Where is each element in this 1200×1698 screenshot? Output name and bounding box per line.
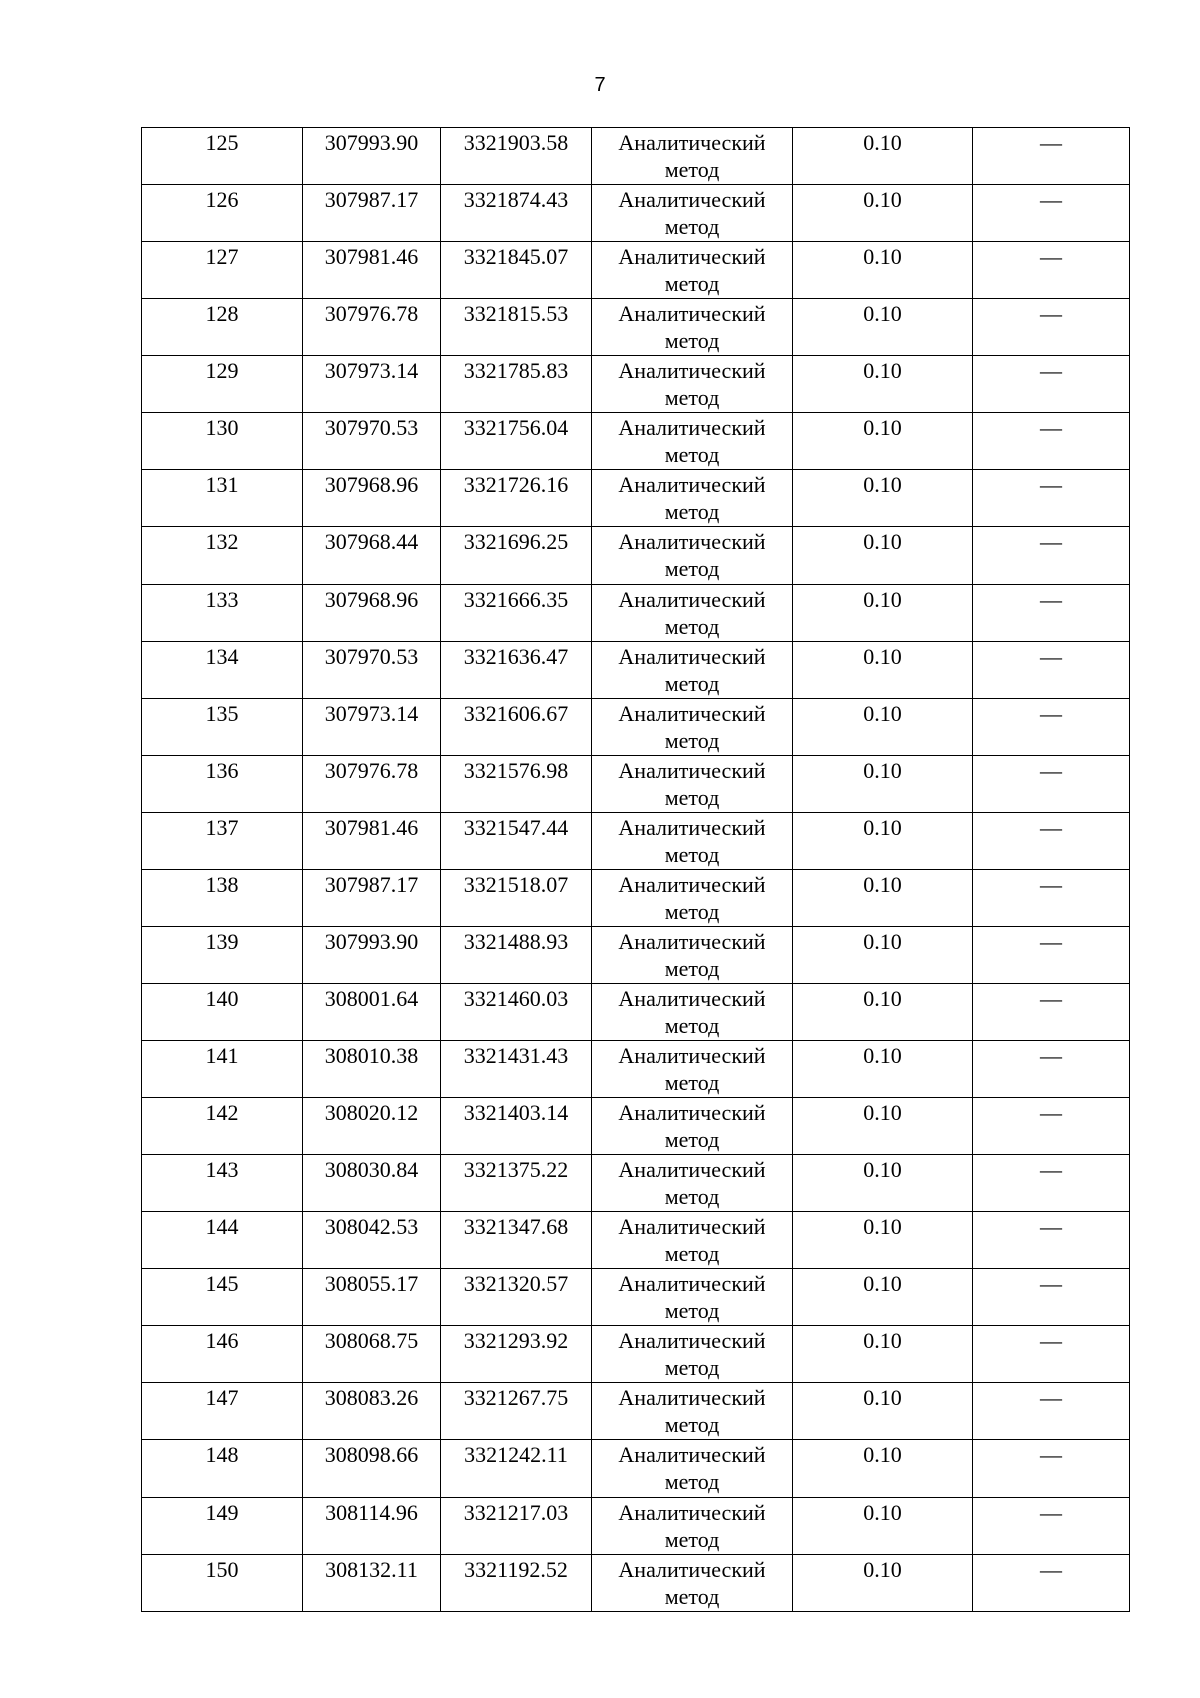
method-cell	[592, 926, 793, 983]
method-line-1: Аналитический	[618, 814, 766, 840]
accuracy-cell: 0.10	[793, 698, 973, 755]
method-line-1: Аналитический	[618, 187, 766, 213]
note-cell: —	[973, 242, 1130, 299]
y-coordinate-cell: 3321666.35	[441, 584, 592, 641]
table-row	[142, 413, 1130, 470]
method-cell	[592, 1440, 793, 1497]
x-coordinate-cell: 307993.90	[303, 926, 441, 983]
accuracy-cell: 0.10	[793, 983, 973, 1040]
method-cell	[592, 299, 793, 356]
x-coordinate-cell: 307987.17	[303, 869, 441, 926]
table-row	[142, 242, 1130, 299]
y-coordinate-cell: 3321636.47	[441, 641, 592, 698]
method-line-1: Аналитический	[618, 1385, 766, 1411]
table-row	[142, 641, 1130, 698]
table-row	[142, 185, 1130, 242]
method-line-1: Аналитический	[618, 1328, 766, 1354]
y-coordinate-cell: 3321267.75	[441, 1383, 592, 1440]
table-row	[142, 1383, 1130, 1440]
method-line-2: метод	[664, 1469, 720, 1495]
point-number-cell: 126	[142, 185, 303, 242]
y-coordinate-cell: 3321845.07	[441, 242, 592, 299]
note-cell: —	[973, 299, 1130, 356]
note-cell: —	[973, 1497, 1130, 1554]
method-line-1: Аналитический	[618, 1556, 766, 1582]
method-line-2: метод	[664, 328, 720, 354]
note-cell: —	[973, 698, 1130, 755]
method-line-2: метод	[664, 1583, 720, 1609]
point-number-cell: 132	[142, 527, 303, 584]
y-coordinate-cell: 3321431.43	[441, 1041, 592, 1098]
x-coordinate-cell: 307970.53	[303, 413, 441, 470]
method-line-1: Аналитический	[618, 529, 766, 555]
x-coordinate-cell: 307968.96	[303, 470, 441, 527]
table-row	[142, 1212, 1130, 1269]
y-coordinate-cell: 3321192.52	[441, 1554, 592, 1611]
method-line-1: Аналитический	[618, 1043, 766, 1068]
note-cell: —	[973, 356, 1130, 413]
point-number-cell: 148	[142, 1440, 303, 1497]
point-number-cell: 135	[142, 698, 303, 755]
page-number: 7	[594, 74, 606, 96]
y-coordinate-cell: 3321576.98	[441, 755, 592, 812]
table-row	[142, 1269, 1130, 1326]
note-cell: —	[973, 1383, 1130, 1440]
table-row	[142, 1326, 1130, 1383]
accuracy-cell: 0.10	[793, 527, 973, 584]
method-line-1: Аналитический	[618, 244, 766, 270]
y-coordinate-cell: 3321756.04	[441, 413, 592, 470]
accuracy-cell: 0.10	[793, 356, 973, 413]
method-cell	[592, 413, 793, 470]
x-coordinate-cell: 308083.26	[303, 1383, 441, 1440]
y-coordinate-cell: 3321547.44	[441, 812, 592, 869]
method-line-1: Аналитический	[618, 643, 766, 669]
note-cell: —	[973, 1440, 1130, 1497]
table-row	[142, 299, 1130, 356]
accuracy-cell: 0.10	[793, 242, 973, 299]
accuracy-cell: 0.10	[793, 1098, 973, 1155]
accuracy-cell: 0.10	[793, 299, 973, 356]
note-cell: —	[973, 128, 1130, 185]
method-line-1: Аналитический	[618, 358, 766, 384]
accuracy-cell: 0.10	[793, 926, 973, 983]
x-coordinate-cell: 308132.11	[303, 1554, 441, 1611]
accuracy-cell: 0.10	[793, 1212, 973, 1269]
method-cell	[592, 1155, 793, 1212]
table-body	[142, 128, 1130, 1612]
accuracy-cell: 0.10	[793, 1269, 973, 1326]
method-line-1: Аналитический	[618, 1100, 766, 1126]
x-coordinate-cell: 308114.96	[303, 1497, 441, 1554]
y-coordinate-cell: 3321815.53	[441, 299, 592, 356]
table-row	[142, 470, 1130, 527]
method-cell	[592, 584, 793, 641]
note-cell: —	[973, 470, 1130, 527]
method-cell	[592, 242, 793, 299]
note-cell: —	[973, 1269, 1130, 1326]
method-line-1: Аналитический	[618, 757, 766, 783]
method-cell	[592, 1098, 793, 1155]
accuracy-cell: 0.10	[793, 1326, 973, 1383]
method-cell	[592, 1383, 793, 1440]
y-coordinate-cell: 3321518.07	[441, 869, 592, 926]
y-coordinate-cell: 3321606.67	[441, 698, 592, 755]
y-coordinate-cell: 3321696.25	[441, 527, 592, 584]
method-cell	[592, 698, 793, 755]
y-coordinate-cell: 3321903.58	[441, 128, 592, 185]
x-coordinate-cell: 308055.17	[303, 1269, 441, 1326]
point-number-cell: 145	[142, 1269, 303, 1326]
y-coordinate-cell: 3321488.93	[441, 926, 592, 983]
table-row	[142, 755, 1130, 812]
accuracy-cell: 0.10	[793, 413, 973, 470]
table-row	[142, 1440, 1130, 1497]
table-row	[142, 698, 1130, 755]
accuracy-cell: 0.10	[793, 812, 973, 869]
point-number-cell: 133	[142, 584, 303, 641]
method-line-2: метод	[664, 841, 720, 867]
accuracy-cell: 0.10	[793, 1041, 973, 1098]
table-row	[142, 1155, 1130, 1212]
x-coordinate-cell: 307987.17	[303, 185, 441, 242]
method-line-2: метод	[664, 955, 720, 981]
y-coordinate-cell: 3321460.03	[441, 983, 592, 1040]
note-cell: —	[973, 185, 1130, 242]
point-number-cell: 131	[142, 470, 303, 527]
note-cell: —	[973, 1041, 1130, 1098]
method-line-2: метод	[664, 499, 720, 525]
method-line-2: метод	[664, 1127, 720, 1153]
method-line-1: Аналитический	[618, 871, 766, 897]
table-row	[142, 1098, 1130, 1155]
x-coordinate-cell: 307970.53	[303, 641, 441, 698]
x-coordinate-cell: 308068.75	[303, 1326, 441, 1383]
point-number-cell: 142	[142, 1098, 303, 1155]
point-number-cell: 146	[142, 1326, 303, 1383]
point-number-cell: 130	[142, 413, 303, 470]
y-coordinate-cell: 3321293.92	[441, 1326, 592, 1383]
accuracy-cell: 0.10	[793, 641, 973, 698]
y-coordinate-cell: 3321347.68	[441, 1212, 592, 1269]
note-cell: —	[973, 812, 1130, 869]
method-line-2: метод	[664, 271, 720, 297]
method-line-2: метод	[664, 1184, 720, 1210]
accuracy-cell: 0.10	[793, 869, 973, 926]
x-coordinate-cell: 307973.14	[303, 356, 441, 413]
table-row	[142, 584, 1130, 641]
x-coordinate-cell: 308030.84	[303, 1155, 441, 1212]
y-coordinate-cell: 3321726.16	[441, 470, 592, 527]
table-row	[142, 1041, 1130, 1098]
accuracy-cell: 0.10	[793, 1497, 973, 1554]
point-number-cell: 136	[142, 755, 303, 812]
method-line-1: Аналитический	[618, 985, 766, 1011]
method-cell	[592, 527, 793, 584]
point-number-cell: 149	[142, 1497, 303, 1554]
method-line-2: метод	[664, 613, 720, 639]
y-coordinate-cell: 3321785.83	[441, 356, 592, 413]
point-number-cell: 143	[142, 1155, 303, 1212]
table-row	[142, 527, 1130, 584]
note-cell: —	[973, 1326, 1130, 1383]
y-coordinate-cell: 3321217.03	[441, 1497, 592, 1554]
y-coordinate-cell: 3321320.57	[441, 1269, 592, 1326]
method-line-1: Аналитический	[618, 1442, 766, 1468]
y-coordinate-cell: 3321403.14	[441, 1098, 592, 1155]
point-number-cell: 128	[142, 299, 303, 356]
point-number-cell: 147	[142, 1383, 303, 1440]
note-cell: —	[973, 1098, 1130, 1155]
method-cell	[592, 812, 793, 869]
x-coordinate-cell: 308001.64	[303, 983, 441, 1040]
x-coordinate-cell: 307976.78	[303, 299, 441, 356]
x-coordinate-cell: 307993.90	[303, 128, 441, 185]
table-row	[142, 983, 1130, 1040]
accuracy-cell: 0.10	[793, 755, 973, 812]
x-coordinate-cell: 307981.46	[303, 242, 441, 299]
method-line-2: метод	[664, 898, 720, 924]
point-number-cell: 150	[142, 1554, 303, 1611]
x-coordinate-cell: 307968.44	[303, 527, 441, 584]
point-number-cell: 137	[142, 812, 303, 869]
method-line-1: Аналитический	[618, 928, 766, 954]
accuracy-cell: 0.10	[793, 1383, 973, 1440]
note-cell: —	[973, 755, 1130, 812]
accuracy-cell: 0.10	[793, 1440, 973, 1497]
point-number-cell: 144	[142, 1212, 303, 1269]
note-cell: —	[973, 1212, 1130, 1269]
accuracy-cell: 0.10	[793, 584, 973, 641]
method-line-2: метод	[664, 784, 720, 810]
method-cell	[592, 128, 793, 185]
point-number-cell: 125	[142, 128, 303, 185]
accuracy-cell: 0.10	[793, 1155, 973, 1212]
method-line-2: метод	[664, 1355, 720, 1381]
method-cell	[592, 1326, 793, 1383]
method-line-2: метод	[664, 1012, 720, 1038]
table-row	[142, 869, 1130, 926]
y-coordinate-cell: 3321874.43	[441, 185, 592, 242]
method-cell	[592, 1041, 793, 1098]
method-line-1: Аналитический	[618, 1214, 766, 1240]
coordinates-table	[141, 127, 1130, 1612]
method-line-1: Аналитический	[618, 1157, 766, 1183]
method-cell	[592, 869, 793, 926]
method-line-1: Аналитический	[618, 130, 766, 155]
method-cell	[592, 641, 793, 698]
method-line-2: метод	[664, 1412, 720, 1438]
table-row	[142, 812, 1130, 869]
method-line-1: Аналитический	[618, 415, 766, 441]
x-coordinate-cell: 307973.14	[303, 698, 441, 755]
method-line-2: метод	[664, 556, 720, 582]
y-coordinate-cell: 3321375.22	[441, 1155, 592, 1212]
method-line-2: метод	[664, 670, 720, 696]
note-cell: —	[973, 1554, 1130, 1611]
method-line-1: Аналитический	[618, 301, 766, 327]
method-cell	[592, 185, 793, 242]
table-row	[142, 1497, 1130, 1554]
point-number-cell: 139	[142, 926, 303, 983]
method-line-2: метод	[664, 1070, 720, 1095]
method-cell	[592, 1497, 793, 1554]
method-line-2: метод	[664, 727, 720, 753]
method-cell	[592, 983, 793, 1040]
point-number-cell: 141	[142, 1041, 303, 1098]
y-coordinate-cell: 3321242.11	[441, 1440, 592, 1497]
note-cell: —	[973, 983, 1130, 1040]
note-cell: —	[973, 413, 1130, 470]
table-row	[142, 128, 1130, 185]
point-number-cell: 138	[142, 869, 303, 926]
method-line-2: метод	[664, 442, 720, 468]
accuracy-cell: 0.10	[793, 470, 973, 527]
method-line-1: Аналитический	[618, 472, 766, 498]
method-cell	[592, 356, 793, 413]
method-line-2: метод	[664, 214, 720, 240]
point-number-cell: 129	[142, 356, 303, 413]
method-line-1: Аналитический	[618, 700, 766, 726]
point-number-cell: 134	[142, 641, 303, 698]
note-cell: —	[973, 926, 1130, 983]
method-line-2: метод	[664, 157, 720, 182]
method-cell	[592, 1554, 793, 1611]
method-line-2: метод	[664, 1241, 720, 1267]
table-row	[142, 356, 1130, 413]
note-cell: —	[973, 584, 1130, 641]
point-number-cell: 140	[142, 983, 303, 1040]
x-coordinate-cell: 308042.53	[303, 1212, 441, 1269]
method-line-1: Аналитический	[618, 586, 766, 612]
method-line-2: метод	[664, 385, 720, 411]
note-cell: —	[973, 527, 1130, 584]
accuracy-cell: 0.10	[793, 185, 973, 242]
x-coordinate-cell: 308020.12	[303, 1098, 441, 1155]
accuracy-cell: 0.10	[793, 1554, 973, 1611]
x-coordinate-cell: 308098.66	[303, 1440, 441, 1497]
method-cell	[592, 1212, 793, 1269]
method-line-1: Аналитический	[618, 1499, 766, 1525]
note-cell: —	[973, 869, 1130, 926]
method-cell	[592, 755, 793, 812]
table-row	[142, 926, 1130, 983]
note-cell: —	[973, 641, 1130, 698]
accuracy-cell: 0.10	[793, 128, 973, 185]
x-coordinate-cell: 308010.38	[303, 1041, 441, 1098]
method-cell	[592, 1269, 793, 1326]
point-number-cell: 127	[142, 242, 303, 299]
method-line-2: метод	[664, 1298, 720, 1324]
x-coordinate-cell: 307976.78	[303, 755, 441, 812]
table-row	[142, 1554, 1130, 1611]
note-cell: —	[973, 1155, 1130, 1212]
method-line-1: Аналитический	[618, 1271, 766, 1297]
method-cell	[592, 470, 793, 527]
method-line-2: метод	[664, 1526, 720, 1552]
x-coordinate-cell: 307981.46	[303, 812, 441, 869]
x-coordinate-cell: 307968.96	[303, 584, 441, 641]
